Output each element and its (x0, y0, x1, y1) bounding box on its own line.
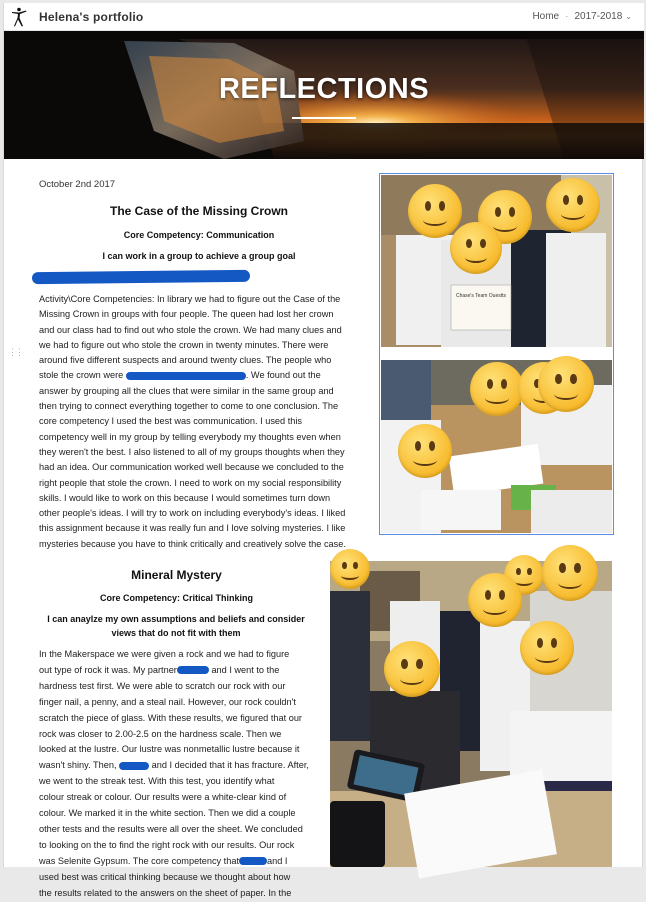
redaction-mark (126, 372, 246, 380)
face-cover-emoji (330, 549, 370, 589)
redaction-mark (239, 857, 267, 865)
photo-note: Chase's Team Ouestts (455, 293, 507, 299)
face-cover-emoji (542, 545, 598, 601)
goal-statement (26, 612, 326, 640)
paragraph-line: they weren't the best. I also listened to all of my groups thoughts when they (39, 446, 345, 457)
line-fragment: and I (267, 855, 288, 866)
paragraph-line: In the Makerspace we were given a rock and we had to figure (39, 649, 290, 659)
nav-year-dropdown[interactable]: 2017-2018 (574, 11, 623, 22)
goal-line: views that do not fit with them (111, 628, 241, 638)
line-fragment: and I decided that it has fracture. After, (151, 760, 309, 771)
drag-handle-icon[interactable]: ⋮⋮ (8, 347, 22, 357)
paragraph-line: rock was closer to 2.00-2.5 on the hardness scale. Then we (39, 728, 282, 739)
top-navigation-bar (4, 3, 644, 31)
paragraph-line: then trying to connect everything together to come to one conclusion. The (39, 401, 339, 412)
paragraph-line: we went to the streak test. With this test, you identify what (39, 776, 275, 787)
paragraph-line: skills. I would like to work on this because I would sometimes turn down (39, 492, 331, 503)
paragraph-line (39, 663, 329, 679)
line-fragment: stole the crown were (39, 370, 124, 381)
paragraph-line: this assignment because it was really fun and I love solving mysteries. I like (39, 523, 346, 534)
page-frame (3, 3, 643, 898)
paragraph-line: right people that stole the crown. I need to work on my social responsibility (39, 477, 342, 488)
paragraph-line: and our class had to find out who stole the crown. We had many clues and (39, 324, 342, 335)
entry-title: Mineral Mystery (131, 568, 222, 582)
paragraph-line: scratch the piece of glass. With these results, we figured that our (39, 712, 302, 723)
core-competency-label: Core Competency: Critical Thinking (99, 593, 254, 603)
paragraph-line: colour streak or colour. Our results were a white-clear kind of (39, 792, 287, 803)
entry-date: October 2nd 2017 (39, 179, 116, 190)
entry-paragraph (39, 647, 329, 902)
goal-line: I can anaylze my own assumptions and beliefs and consider (47, 614, 305, 624)
paragraph-line: finger nail, a penny, and a steal nail. However, our rock couldn't (39, 696, 296, 707)
line-fragment: and I went to the (211, 664, 280, 675)
site-title[interactable]: Helena's portfolio (39, 10, 144, 24)
makerspace-photo[interactable] (330, 561, 612, 867)
reflections-content (4, 159, 644, 898)
line-fragment: wasn't shiny. Then, (39, 760, 117, 771)
face-cover-emoji (450, 222, 502, 274)
paragraph-line: the results related to the answers on the sheet of paper. In the (39, 887, 292, 898)
paragraph-line: had an idea. Our communication worked well because we concluded to the (39, 462, 344, 473)
paragraph-line: other tests and the results were all over the sheet. We concluded (39, 823, 303, 834)
face-cover-emoji (470, 362, 524, 416)
paragraph-line: to looking on the to find the right rock with our results. Our rock (39, 839, 295, 850)
hero-title-underline (292, 117, 356, 119)
face-cover-emoji (384, 641, 440, 697)
paragraph-line: Missing Crown in groups with four people. The queen had lost her crown (39, 309, 334, 320)
entry-title: The Case of the Missing Crown (109, 204, 289, 218)
line-fragment: out type of rock it was. My partner (39, 664, 177, 675)
paragraph-line: competency well in my group by telling everybody my thoughts even when (39, 431, 341, 442)
line-fragment: . We found out the (245, 370, 321, 381)
photo-collage-frame[interactable] (379, 173, 614, 535)
hero-banner (4, 31, 644, 159)
chevron-down-icon[interactable]: ⌄ (625, 12, 632, 21)
paragraph-line (39, 368, 361, 383)
hero-title: REFLECTIONS (218, 73, 430, 105)
face-cover-emoji (398, 424, 452, 478)
paragraph-line: used best was critical thinking because we thought about how (39, 871, 291, 882)
dancer-silhouette-icon[interactable] (10, 6, 32, 28)
face-cover-emoji (538, 356, 594, 412)
face-cover-emoji (546, 178, 600, 232)
paragraph-line: around five different suspects and around twenty clues. The people who (39, 355, 332, 366)
redaction-mark (32, 270, 250, 284)
paragraph-line: colour. We marked it in the white section. Then we did a couple (39, 808, 296, 819)
nav-home-link[interactable]: Home (532, 11, 560, 22)
redaction-mark (119, 762, 149, 770)
paragraph-line (39, 758, 329, 774)
entry-paragraph (39, 292, 361, 552)
paragraph-line: Activity\Core Competencies: In library we had to figure out the Case of the (39, 294, 341, 304)
paragraph-line: hardness test first. We were able to scratch our rock with our (39, 680, 286, 691)
goal-statement: I can work in a group to achieve a group goal (102, 251, 296, 261)
face-cover-emoji (520, 621, 574, 675)
paragraph-line: core competency I used the best was communication. I used this (39, 416, 302, 427)
paragraph-line (39, 854, 329, 870)
face-cover-emoji (408, 184, 462, 238)
paragraph-line: other people's ideas. I will try to work on including everybody's ideas. I liked (39, 508, 346, 519)
paragraph-line: we had to figure out who stole the crown in twenty minutes. There were (39, 339, 329, 350)
line-fragment: was Selenite Gypsum. The core competency that (39, 855, 240, 866)
paragraph-line: mysteries because you have to think critically and creatively solve the case. (39, 538, 346, 549)
nav-links (532, 11, 632, 22)
paragraph-line: looked at the lustre. Our lustre was nonmetallic lustre because it (39, 744, 300, 755)
nav-separator: · (565, 11, 569, 22)
paragraph-line: answer by grouping all the clues that were similar in the same group and (39, 385, 334, 396)
face-cover-emoji (468, 573, 522, 627)
redaction-mark (177, 666, 209, 674)
core-competency-label: Core Competency: Communication (123, 230, 275, 240)
